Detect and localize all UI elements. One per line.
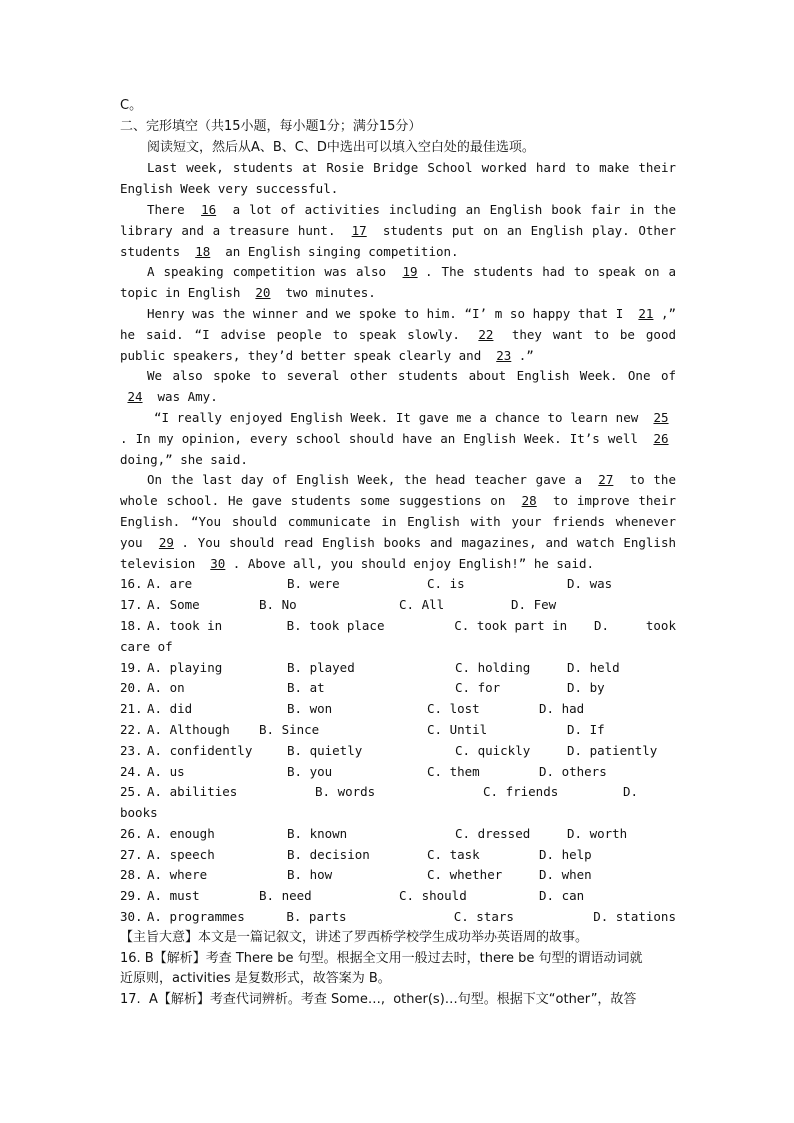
blank-18[interactable]: 18 [195, 243, 211, 259]
question-number: 18. [120, 617, 143, 633]
document-page [120, 96, 676, 1011]
blank-20[interactable]: 20 [255, 285, 271, 301]
option-d[interactable]: D. stations [593, 909, 676, 925]
option-c[interactable]: C. task [427, 846, 480, 862]
option-d[interactable]: D. others [539, 763, 607, 779]
option-d[interactable]: D. If [567, 721, 605, 737]
option-d[interactable]: D. [623, 784, 639, 800]
option-b[interactable]: B. were [287, 576, 340, 592]
blank-22[interactable]: 22 [478, 326, 494, 342]
question-number: 19. [120, 659, 143, 675]
question-19 [120, 658, 676, 679]
passage-text: students put on an English play. Other students [120, 222, 676, 259]
analysis-main-idea: 【主旨大意】本文是一篇记叙文，讲述了罗西桥学校学生成功举办英语周的故事。 [120, 929, 589, 945]
question-27 [120, 845, 676, 866]
question-number: 26. [120, 825, 143, 841]
previous-answer-tail: C。 [120, 98, 143, 113]
option-a[interactable]: A. programmes [146, 909, 245, 925]
option-a[interactable]: A. on [147, 680, 185, 696]
passage-text: they want to be good public speakers, they’d better speak clearly and [120, 326, 676, 363]
option-a[interactable]: A. Some [147, 597, 200, 613]
option-a[interactable]: A. did [147, 701, 193, 717]
option-d[interactable]: D. when [539, 867, 592, 883]
option-a[interactable]: A. are [147, 576, 193, 592]
option-c[interactable]: C. is [427, 576, 465, 592]
passage-text: . The students had to speak on a topic in English [120, 264, 676, 301]
passage-text: ,” he said. “I advise people to speak slowly. [120, 305, 676, 342]
question-18-wrap: care of [120, 638, 173, 654]
blank-30[interactable]: 30 [210, 555, 226, 571]
blank-16[interactable]: 16 [201, 201, 217, 217]
option-b[interactable]: B. at [287, 680, 325, 696]
option-a[interactable]: A. Although [147, 721, 230, 737]
option-d[interactable]: D. Few [511, 597, 557, 613]
passage-text: . Above all, you should enjoy English!” he said. [232, 555, 595, 571]
passage-paragraph-2 [120, 200, 676, 262]
passage-text: A speaking competition was also [147, 264, 396, 280]
option-b[interactable]: B. No [259, 597, 297, 613]
question-26 [120, 824, 676, 845]
blank-28[interactable]: 28 [521, 493, 537, 509]
option-d[interactable]: D. held [567, 659, 620, 675]
option-a[interactable]: A. speech [147, 846, 215, 862]
passage-text: to the whole school. He gave students some suggestions on [120, 472, 676, 509]
passage-text: an English singing competition. [217, 243, 459, 259]
question-number: 30. [120, 909, 143, 925]
option-a[interactable]: A. enough [147, 825, 215, 841]
question-number: 24. [120, 763, 143, 779]
option-b[interactable]: B. Since [259, 721, 320, 737]
question-number: 21. [120, 701, 143, 717]
passage-paragraph-7 [120, 470, 676, 574]
question-number: 25. [120, 784, 143, 800]
analysis-17-line-1: 17. A【解析】考查代词辨析。考查 Some…, other(s)…句型。根据下文“other”，故答 [120, 992, 637, 1008]
passage-paragraph-1 [120, 158, 676, 200]
instruction-text: 阅读短文，然后从A、B、C、D中选出可以填入空白处的最佳选项。 [147, 139, 535, 155]
option-d[interactable]: D. help [539, 846, 592, 862]
option-c[interactable]: C. holding [455, 659, 531, 675]
passage-paragraph-5 [120, 366, 676, 408]
blank-23[interactable]: 23 [496, 347, 512, 363]
question-24 [120, 762, 676, 783]
option-d[interactable]: D. had [539, 701, 585, 717]
analysis-16-line-1: 16. B【解析】考查 There be 句型。根据全文用一般过去时，there be 句型的谓语动词就 [120, 950, 643, 966]
analysis-16-line-2: 近原则，activities 是复数形式，故答案为 B。 [120, 971, 391, 987]
option-b[interactable]: B. parts [286, 909, 347, 925]
option-c[interactable]: C. friends [483, 784, 559, 800]
question-number: 23. [120, 742, 143, 758]
option-d[interactable]: D. patiently [567, 742, 658, 758]
passage-text: On the last day of English Week, the head teacher gave a [147, 472, 591, 488]
question-number: 20. [120, 680, 143, 696]
question-29 [120, 886, 676, 907]
question-18 [120, 616, 676, 637]
blank-29[interactable]: 29 [158, 534, 174, 550]
question-25-wrap: books [120, 805, 158, 821]
passage-text: two minutes. [277, 285, 376, 301]
blank-21[interactable]: 21 [638, 305, 654, 321]
option-a[interactable]: A. us [147, 763, 185, 779]
option-c[interactable]: C. whether [427, 867, 503, 883]
passage-paragraph-4 [120, 304, 676, 366]
option-d[interactable]: D. by [567, 680, 605, 696]
option-d[interactable]: D. can [539, 888, 585, 904]
passage-text: . You should read English books and magazines, and watch English television [120, 534, 677, 571]
option-b[interactable]: B. took place [286, 617, 385, 633]
option-c[interactable]: C. should [399, 888, 467, 904]
passage-text: There [147, 201, 194, 217]
blank-27[interactable]: 27 [598, 472, 614, 488]
option-b[interactable]: B. quietly [287, 742, 363, 758]
option-b[interactable]: B. decision [287, 846, 370, 862]
passage-text: We also spoke to several other students about English Week. One of [147, 368, 676, 384]
passage-text: . In my opinion, every school should have an English Week. It’s well [120, 430, 646, 446]
option-b[interactable]: B. known [287, 825, 348, 841]
option-c[interactable]: C. took part in [454, 617, 568, 633]
section-title: 二、完形填空（共15小题，每小题1分；满分15分） [120, 118, 422, 134]
option-b[interactable]: B. words [315, 784, 376, 800]
option-c[interactable]: C. them [427, 763, 480, 779]
passage-text: doing,” she said. [120, 451, 248, 467]
question-16 [120, 574, 676, 595]
option-b[interactable]: B. won [287, 701, 333, 717]
passage-text: a lot of activities including an English book fair in the library and a treasure hunt. [120, 201, 676, 238]
blank-26[interactable]: 26 [653, 430, 669, 446]
passage-text: “I really enjoyed English Week. It gave me a chance to learn new [154, 409, 646, 425]
question-number: 28. [120, 867, 143, 883]
option-b[interactable]: B. played [287, 659, 355, 675]
blank-19[interactable]: 19 [402, 264, 418, 280]
passage-paragraph-6 [120, 408, 676, 470]
question-23 [120, 741, 676, 762]
passage-paragraph-3 [120, 262, 676, 304]
option-d[interactable]: D. [593, 617, 610, 633]
blank-24[interactable]: 24 [127, 389, 143, 405]
question-25 [120, 782, 676, 803]
option-c[interactable]: C. Until [427, 721, 488, 737]
question-list [120, 574, 676, 928]
question-number: 22. [120, 721, 143, 737]
option-b[interactable]: B. need [259, 888, 312, 904]
option-a[interactable]: A. took in [146, 617, 223, 633]
option-d[interactable]: D. worth [567, 825, 628, 841]
question-number: 29. [120, 888, 143, 904]
option-d-text: took [645, 617, 676, 633]
question-30 [120, 907, 676, 928]
question-17 [120, 595, 676, 616]
option-b[interactable]: B. how [287, 867, 333, 883]
option-c[interactable]: C. All [399, 597, 445, 613]
question-28 [120, 865, 676, 886]
passage-text: to improve their English. “You should communicate in English with your friends whenever you [120, 493, 676, 550]
option-d[interactable]: D. was [567, 576, 613, 592]
passage-text: was Amy. [150, 389, 218, 405]
blank-17[interactable]: 17 [351, 222, 367, 238]
option-c[interactable]: C. lost [427, 701, 480, 717]
option-c[interactable]: C. for [455, 680, 501, 696]
option-a[interactable]: A. confidently [147, 742, 253, 758]
question-number: 16. [120, 576, 143, 592]
passage-text: Last week, students at Rosie Bridge School worked hard to make their English Week very successful. [120, 160, 676, 197]
option-a[interactable]: A. abilities [147, 784, 238, 800]
question-number: 27. [120, 846, 143, 862]
passage-text: .” [518, 347, 534, 363]
question-22 [120, 720, 676, 741]
option-b[interactable]: B. you [287, 763, 333, 779]
question-21 [120, 699, 676, 720]
blank-25[interactable]: 25 [653, 409, 669, 425]
option-c[interactable]: C. quickly [455, 742, 531, 758]
option-a[interactable]: A. where [147, 867, 208, 883]
option-a[interactable]: A. must [147, 888, 200, 904]
option-c[interactable]: C. stars [453, 909, 514, 925]
passage-text: Henry was the winner and we spoke to him. “I’ m so happy that I [147, 305, 631, 321]
question-number: 17. [120, 597, 143, 613]
option-a[interactable]: A. playing [147, 659, 223, 675]
option-c[interactable]: C. dressed [455, 825, 531, 841]
question-20 [120, 678, 676, 699]
